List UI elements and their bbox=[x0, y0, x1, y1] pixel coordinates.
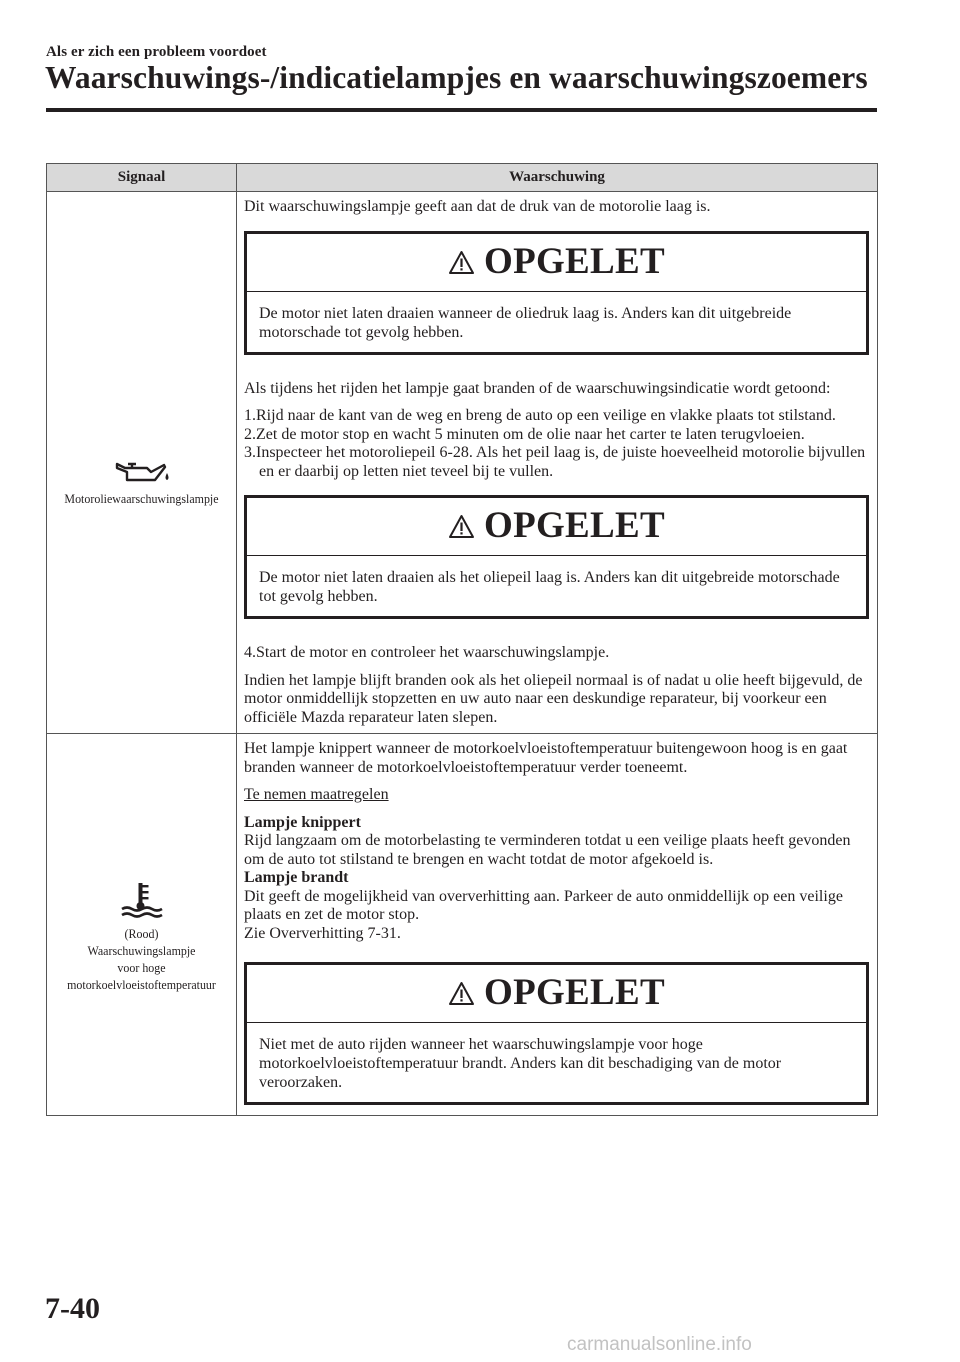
table-row bbox=[47, 734, 878, 1116]
warning-triangle-icon bbox=[448, 514, 475, 539]
step-2: 2.Zet de motor stop en wacht 5 minuten om de olie naar het carter te laten terugvloeien. bbox=[244, 425, 805, 443]
caution-box bbox=[244, 962, 869, 1105]
oil-warning-label: Motoroliewaarschuwingslampje bbox=[64, 490, 219, 506]
table-header-row bbox=[47, 164, 878, 192]
caution-box bbox=[244, 231, 869, 355]
oil-intro: Dit waarschuwingslampje geeft aan dat de druk van de motorolie laag is. bbox=[244, 198, 711, 215]
coolant-label-line: motorkoelvloeistoftemperatuur bbox=[67, 977, 216, 992]
caution-text: Niet met de auto rijden wanneer het waarschuwingslampje voor hoge motorkoelvloeistoftemperatuur brandt. Anders kan dit beschadiging van de motor veroorzaken. bbox=[259, 1036, 782, 1091]
coolant-intro: Het lampje knippert wanneer de motorkoelvloeistoftemperatuur buitengewoon hoog is en gaat branden wanneer de motorkoelvloeistoftemperatuur verder toeneemt. bbox=[244, 740, 848, 776]
on-heading: Lampje brandt bbox=[244, 869, 349, 886]
warning-cell-coolant bbox=[237, 734, 878, 1116]
oil-when: Als tijdens het rijden het lampje gaat branden of de waarschuwingsindicatie wordt getoond: bbox=[244, 379, 831, 397]
coolant-label-line: voor hoge bbox=[117, 960, 166, 975]
caution-box bbox=[244, 495, 869, 619]
table-row bbox=[47, 192, 878, 734]
warning-triangle-icon bbox=[448, 250, 475, 275]
on-text: Dit geeft de mogelijkheid van oververhitting aan. Parkeer de auto onmiddellijk op een veilige plaats en zet de motor stop. bbox=[244, 887, 843, 923]
watermark: carmanualsonline.info bbox=[567, 1334, 752, 1355]
column-header-warning: Waarschuwing bbox=[237, 164, 878, 192]
blink-text: Rijd langzaam om de motorbelasting te verminderen totdat u een veilige plaats heeft gevonden om de auto tot stilstand te brengen en wacht totdat de motor afgekoeld is. bbox=[244, 832, 851, 868]
section-title: Als er zich een probleem voordoet bbox=[46, 44, 267, 60]
caution-text: De motor niet laten draaien wanneer de oliedruk laag is. Anders kan dit uitgebreide motorschade tot gevolg hebben. bbox=[259, 304, 792, 341]
header-rule bbox=[46, 108, 877, 112]
column-header-signal: Signaal bbox=[47, 164, 237, 192]
caution-title: OPGELET bbox=[484, 240, 665, 282]
blink-heading: Lampje knippert bbox=[244, 813, 361, 831]
step-1: 1.Rijd naar de kant van de weg en breng de auto op een veilige en vlakke plaats tot stilstand. bbox=[244, 407, 836, 424]
caution-title: OPGELET bbox=[484, 972, 665, 1014]
step-4: 4.Start de motor en controleer het waarschuwingslampje. bbox=[244, 644, 610, 661]
signal-cell-oil bbox=[47, 192, 237, 734]
signal-cell-coolant bbox=[47, 734, 237, 1116]
oil-can-icon bbox=[113, 459, 171, 485]
coolant-temperature-icon bbox=[119, 880, 165, 920]
warning-cell-oil bbox=[237, 192, 878, 734]
oil-closing: Indien het lampje blijft branden ook als het oliepeil normaal is of nadat u olie heeft bijgevuld, de motor onmiddellijk stopzetten en uw auto naar een deskundige reparateur, bij voorkeur een officiële Mazda reparateur laten slepen. bbox=[244, 671, 863, 726]
coolant-label-line: (Rood) bbox=[124, 926, 159, 941]
warning-table bbox=[46, 163, 878, 1116]
warning-triangle-icon bbox=[448, 981, 475, 1006]
chapter-title: Waarschuwings-/indicatielampjes en waarschuwingszoemers bbox=[45, 60, 868, 95]
measures-heading: Te nemen maatregelen bbox=[244, 786, 389, 803]
caution-text: De motor niet laten draaien als het oliepeil laag is. Anders kan dit uitgebreide motorschade tot gevolg hebben. bbox=[259, 569, 840, 605]
coolant-label-line: Waarschuwingslampje bbox=[87, 943, 196, 958]
page-number: 7-40 bbox=[45, 1292, 100, 1325]
step-3: 3.Inspecteer het motoroliepeil 6-28. Als het peil laag is, de juiste hoeveelheid motorolie bijvullen en er daarbij op letten niet teveel bij te vullen. bbox=[244, 444, 866, 480]
caution-title: OPGELET bbox=[484, 505, 665, 547]
see-overheating: Zie Oververhitting 7-31. bbox=[244, 924, 401, 942]
